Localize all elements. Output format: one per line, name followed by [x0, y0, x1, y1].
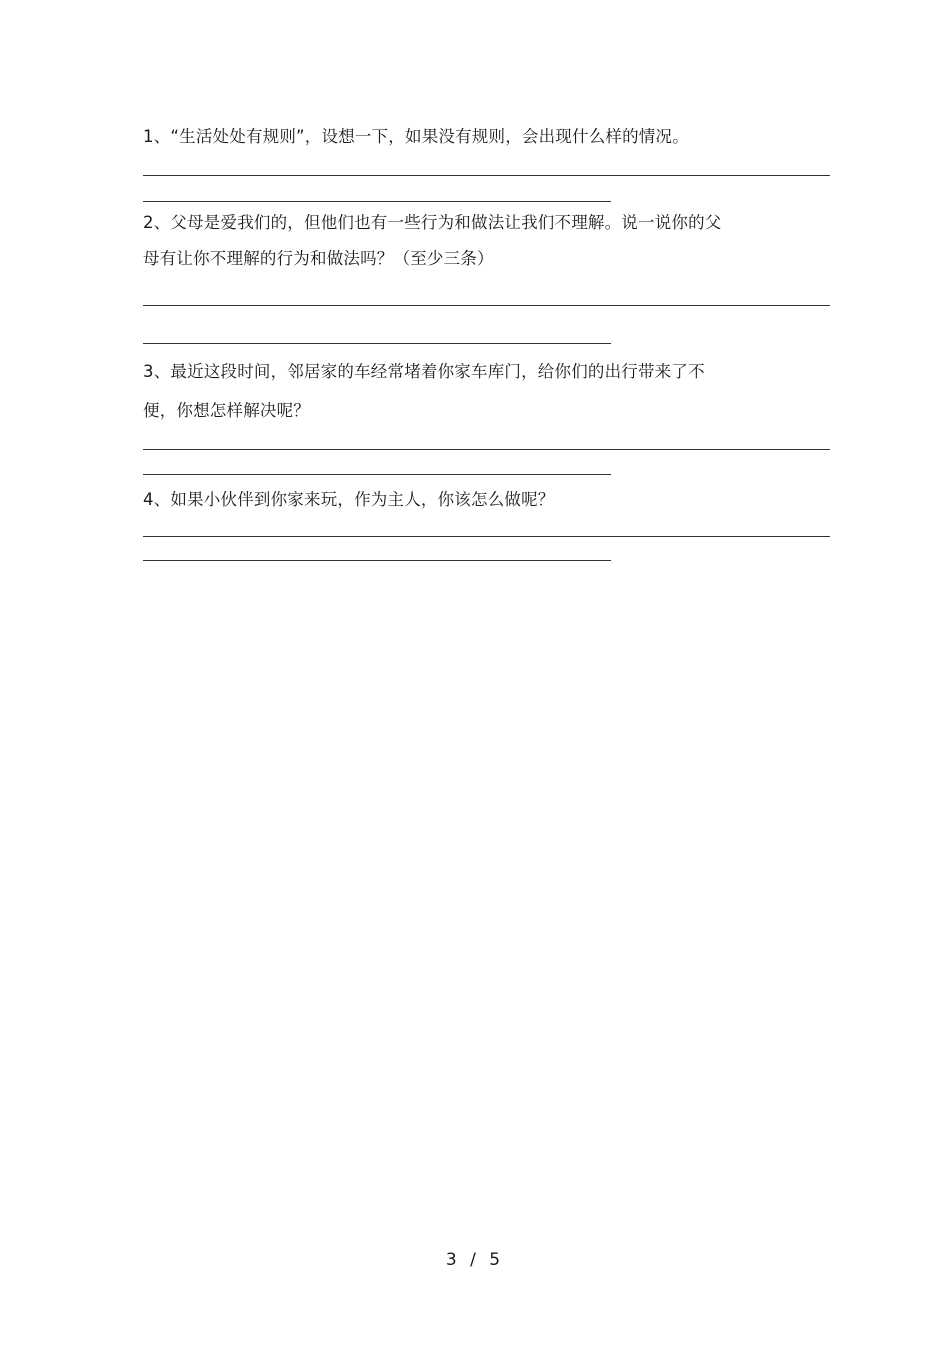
- question-3-text-line-2: 便，你想怎样解决呢？: [143, 401, 310, 420]
- answer-line[interactable]: [143, 175, 830, 176]
- page-number: 3 / 5: [445, 1250, 505, 1270]
- question-2-text-line-2: 母有让你不理解的行为和做法吗？（至少三条）: [143, 249, 494, 268]
- answer-line[interactable]: [143, 474, 611, 475]
- question-4-text: 4、如果小伙伴到你家来玩，作为主人，你该怎么做呢？: [143, 490, 555, 509]
- answer-line[interactable]: [143, 305, 830, 306]
- question-2-text-line-1: 2、父母是爱我们的，但他们也有一些行为和做法让我们不理解。说一说你的父: [143, 213, 722, 232]
- answer-line[interactable]: [143, 536, 830, 537]
- answer-line[interactable]: [143, 343, 611, 344]
- question-3-text-line-1: 3、最近这段时间，邻居家的车经常堵着你家车库门，给你们的出行带来了不: [143, 362, 705, 381]
- answer-line[interactable]: [143, 449, 830, 450]
- question-1-text: 1、“生活处处有规则”，设想一下，如果没有规则，会出现什么样的情况。: [143, 127, 689, 146]
- answer-line[interactable]: [143, 201, 611, 202]
- answer-line[interactable]: [143, 560, 611, 561]
